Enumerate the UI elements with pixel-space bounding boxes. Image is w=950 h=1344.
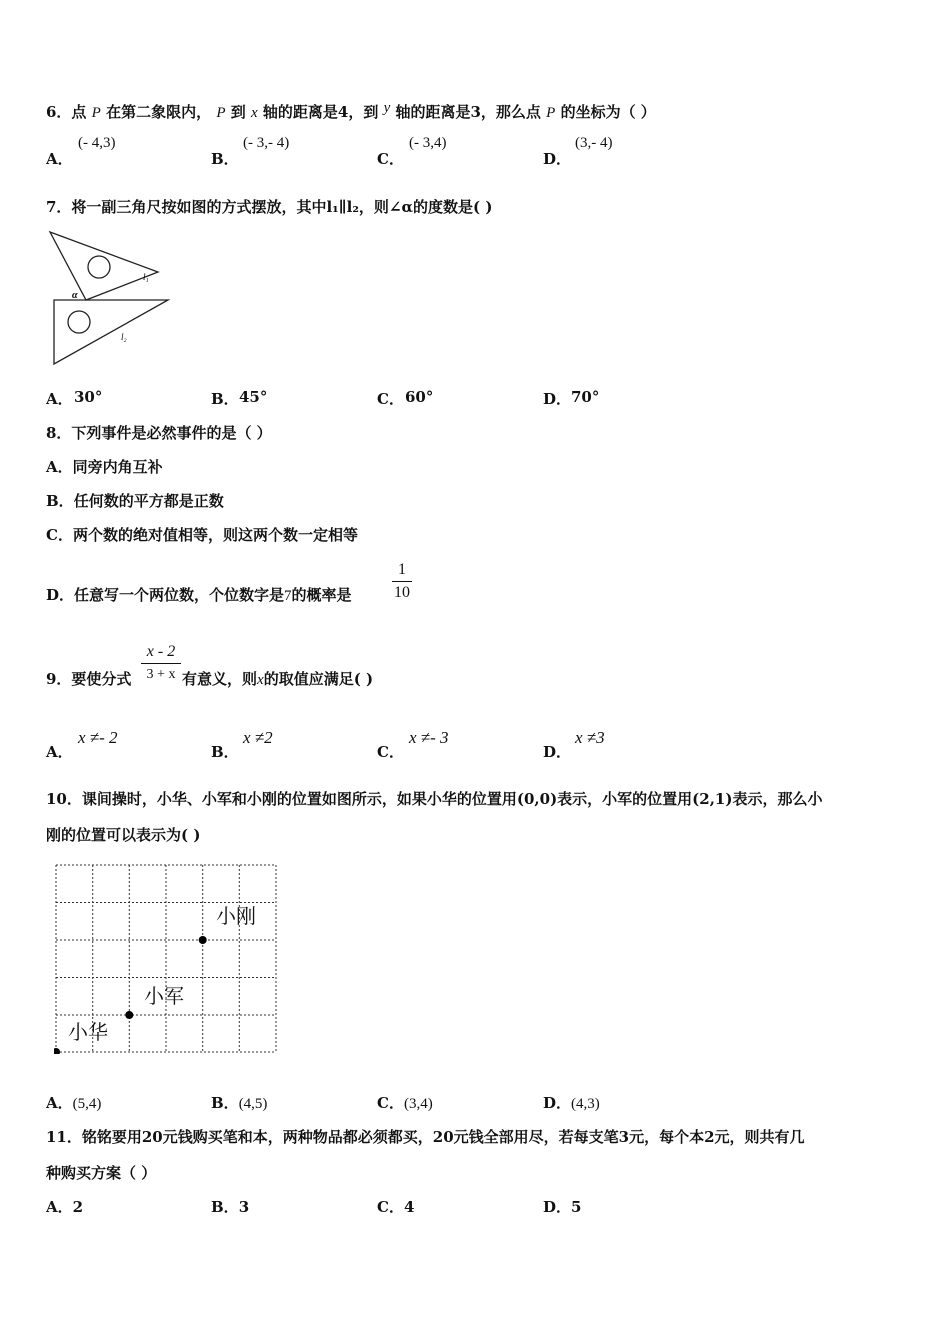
xiaohua-point bbox=[54, 1048, 60, 1054]
q9-option-b-label: B． bbox=[211, 743, 239, 761]
alpha-label: α bbox=[72, 290, 78, 301]
l1-label: l₁ bbox=[143, 272, 149, 282]
fraction-denominator: 10 bbox=[394, 584, 410, 601]
q8-option-a-value: 同旁内角互补 bbox=[72, 458, 163, 476]
q11-option-b bbox=[211, 1196, 249, 1217]
q10-option-a-value: (5,4) bbox=[72, 1096, 102, 1112]
q7-option-c-value: 60° bbox=[405, 388, 434, 406]
q9-option-c-label: C． bbox=[377, 743, 404, 761]
q10-stem-line2: 刚的位置可以表示为( ) bbox=[46, 826, 201, 844]
q11-stem-line1: 11．铭铭要用20元钱购买笔和本，两种物品都必须都买，20元钱全部用尽，若每支笔3元，每个本2元，则共有几 bbox=[46, 1128, 805, 1146]
lower-triangle-hole bbox=[68, 311, 90, 333]
q10-option-c-value: (3,4) bbox=[403, 1096, 433, 1112]
xiaojun-label: 小军 bbox=[144, 984, 184, 1008]
q6-stem-part: 6．点 bbox=[46, 103, 87, 121]
q7-stem: 7．将一副三角尺按如图的方式摆放，其中l₁∥l₂，则∠α的度数是( ) bbox=[46, 198, 493, 216]
q6-var-p: P bbox=[546, 105, 556, 121]
q7-option-d-label: D． bbox=[543, 390, 572, 408]
fraction-denominator: 3 + x bbox=[146, 667, 176, 682]
fraction-numerator: 1 bbox=[398, 561, 406, 578]
q10-position-grid bbox=[54, 864, 278, 1054]
fraction-numerator: x - 2 bbox=[146, 643, 176, 660]
q6-stem-part: 的坐标为（ ） bbox=[560, 103, 656, 121]
xiaogang-label: 小刚 bbox=[216, 904, 256, 928]
q10-stem-line1: 10．课间操时，小华、小军和小刚的位置如图所示，如果小华的位置用(0,0)表示，小军的位置用(2,1)表示，那么小 bbox=[46, 790, 823, 808]
q6-var-y: y bbox=[383, 100, 391, 116]
q10-option-c bbox=[377, 1092, 433, 1113]
q6-stem bbox=[46, 101, 656, 122]
q6-stem-part: 到 bbox=[230, 103, 246, 121]
l2-label: l₂ bbox=[121, 332, 127, 342]
xiaohua-label: 小华 bbox=[68, 1020, 108, 1044]
q10-option-d bbox=[543, 1092, 600, 1113]
q11-option-b-label: B． bbox=[211, 1198, 239, 1216]
q9-option-a-label: A． bbox=[46, 743, 73, 761]
q10-option-b bbox=[211, 1092, 267, 1113]
q8-probability-fraction bbox=[392, 560, 412, 603]
fraction-bar bbox=[392, 581, 412, 582]
q8-option-d bbox=[46, 584, 352, 605]
q10-option-d-label: D． bbox=[543, 1094, 572, 1112]
q6-stem-part: 轴的距离是3，那么点 bbox=[395, 103, 541, 121]
fraction-bar bbox=[141, 663, 181, 664]
upper-triangle bbox=[50, 232, 158, 300]
q8-option-d-text: 的概率是 bbox=[291, 586, 352, 604]
q6-var-x: x bbox=[250, 105, 258, 121]
q9-stem-part: 的取值应满足( ) bbox=[263, 670, 374, 688]
xiaogang-point bbox=[199, 936, 207, 944]
q8-option-c-value: 两个数的绝对值相等，则这两个数一定相等 bbox=[72, 526, 358, 544]
q8-option-d-text: 任意写一个两位数，个位数字是 bbox=[74, 586, 285, 604]
q11-option-c bbox=[377, 1196, 414, 1217]
q10-option-a bbox=[46, 1092, 101, 1113]
q6-option-a-value: (- 4,3) bbox=[78, 135, 116, 151]
upper-triangle-hole bbox=[88, 256, 110, 278]
lower-triangle bbox=[54, 300, 168, 364]
q11-option-d-value: 5 bbox=[571, 1198, 582, 1216]
q10-option-c-label: C． bbox=[377, 1094, 404, 1112]
q11-option-c-label: C． bbox=[377, 1198, 404, 1216]
q10-option-b-value: (4,5) bbox=[238, 1096, 268, 1112]
q8-option-c-label: C． bbox=[46, 526, 73, 544]
q8-option-a bbox=[46, 456, 163, 477]
q6-option-a-label: A． bbox=[46, 150, 73, 168]
q8-option-b-value: 任何数的平方都是正数 bbox=[73, 492, 224, 510]
q9-var-x: x bbox=[257, 672, 264, 688]
q11-option-c-value: 4 bbox=[403, 1198, 415, 1216]
q9-expression-fraction bbox=[141, 642, 181, 685]
q9-option-a-value: x ≠- 2 bbox=[78, 728, 118, 747]
q9-stem-a: 9．要使分式 bbox=[46, 670, 132, 688]
q9-option-d-value: x ≠3 bbox=[575, 728, 605, 747]
q9-option-b-value: x ≠2 bbox=[243, 728, 273, 747]
q6-option-d-label: D． bbox=[543, 150, 572, 168]
q10-option-b-label: B． bbox=[211, 1094, 239, 1112]
q6-option-b-label: B． bbox=[211, 150, 239, 168]
q11-option-a bbox=[46, 1196, 83, 1217]
q8-stem: 8．下列事件是必然事件的是（ ） bbox=[46, 424, 272, 442]
q10-option-d-value: (4,3) bbox=[571, 1096, 600, 1112]
xiaojun-point bbox=[125, 1011, 133, 1019]
q6-option-d-value: (3,- 4) bbox=[575, 135, 613, 151]
q8-option-b-label: B． bbox=[46, 492, 74, 510]
q10-option-a-label: A． bbox=[46, 1094, 73, 1112]
q9-option-c-value: x ≠- 3 bbox=[409, 728, 449, 747]
q8-option-c bbox=[46, 524, 358, 545]
q6-option-c-label: C． bbox=[377, 150, 404, 168]
q9-stem-part: 有意义，则 bbox=[182, 670, 258, 688]
q8-option-d-number: 7 bbox=[284, 588, 292, 604]
q11-option-a-value: 2 bbox=[72, 1198, 84, 1216]
q8-option-a-label: A． bbox=[46, 458, 73, 476]
q6-stem-part: 在第二象限内， bbox=[106, 103, 212, 121]
q8-option-d-label: D． bbox=[46, 586, 75, 604]
q6-var-p: P bbox=[216, 105, 226, 121]
q7-option-b-value: 45° bbox=[239, 388, 268, 406]
q11-option-d-label: D． bbox=[543, 1198, 572, 1216]
q7-option-c-label: C． bbox=[377, 390, 404, 408]
q7-option-d-value: 70° bbox=[571, 388, 600, 406]
q7-triangle-figure bbox=[46, 228, 172, 368]
q6-var-p: P bbox=[91, 105, 101, 121]
q6-option-b-value: (- 3,- 4) bbox=[243, 135, 290, 151]
q11-stem-line2: 种购买方案（ ） bbox=[46, 1164, 157, 1182]
q7-option-a-label: A． bbox=[46, 390, 73, 408]
q6-stem-part: 轴的距离是4，到 bbox=[262, 103, 379, 121]
q11-option-d bbox=[543, 1196, 581, 1217]
q9-stem-b bbox=[182, 668, 373, 689]
q11-option-a-label: A． bbox=[46, 1198, 73, 1216]
q9-option-d-label: D． bbox=[543, 743, 572, 761]
q8-option-b bbox=[46, 490, 224, 511]
q7-option-b-label: B． bbox=[211, 390, 239, 408]
q6-option-c-value: (- 3,4) bbox=[409, 135, 447, 151]
q11-option-b-value: 3 bbox=[238, 1198, 250, 1216]
q7-option-a-value: 30° bbox=[74, 388, 103, 406]
